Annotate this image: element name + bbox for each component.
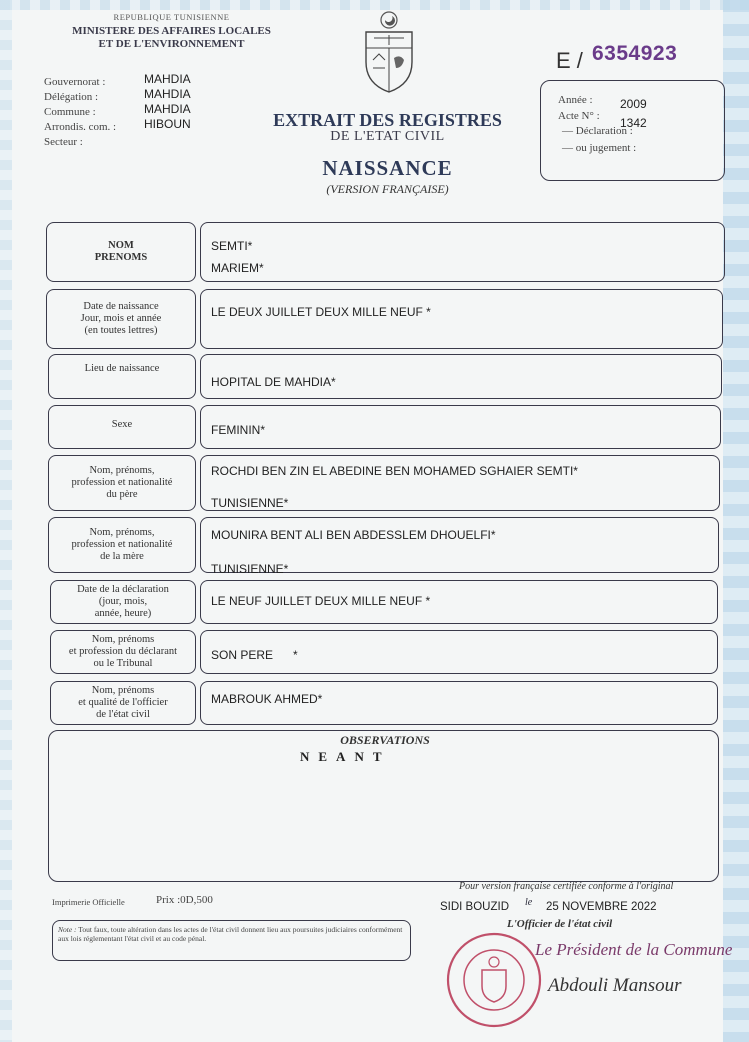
pere-sublabel: profession et nationalité bbox=[71, 477, 173, 488]
imprimerie-label: Imprimerie Officielle bbox=[52, 897, 125, 907]
pere-label: Nom, prénoms, bbox=[89, 465, 155, 476]
document-type: NAISSANCE bbox=[322, 156, 453, 180]
signature-title: Le Président de la Commune bbox=[535, 940, 733, 959]
mere-name-value: MOUNIRA BENT ALI BEN ABDESSLEM DHOUELFI* bbox=[211, 528, 496, 542]
mere-sublabel: profession et nationalité bbox=[71, 539, 173, 550]
serial-prefix: E / bbox=[556, 48, 583, 73]
nom-label-box bbox=[46, 222, 196, 282]
acte-number-label: Acte N° : bbox=[558, 110, 600, 122]
legal-note bbox=[58, 925, 403, 943]
place-value: SIDI BOUZID bbox=[440, 901, 510, 913]
ministry-line-2: ET DE L'ENVIRONNEMENT bbox=[98, 38, 245, 50]
acte-number-value: 1342 bbox=[620, 116, 647, 130]
legal-note-label: Note : bbox=[58, 925, 77, 934]
pere-value-box bbox=[200, 455, 720, 511]
legal-note-text: Tout faux, toute altération dans les actes de l'état civil donnent lieu aux poursuites judiciaires conformément aux lois réglementant l'état civil et au code pénal. bbox=[58, 925, 403, 943]
declarant-sublabel: et profession du déclarant bbox=[68, 646, 178, 657]
decorative-border-left bbox=[0, 0, 12, 1042]
prenoms-label: PRENOMS bbox=[94, 252, 148, 263]
admin-row bbox=[44, 72, 224, 87]
document-version: (VERSION FRANÇAISE) bbox=[326, 182, 449, 196]
ministry-line-1: MINISTERE DES AFFAIRES LOCALES bbox=[72, 25, 271, 37]
pere-nationality-value: TUNISIENNE* bbox=[211, 496, 289, 510]
pere-label-box bbox=[48, 455, 196, 511]
mere-value-box bbox=[200, 517, 719, 576]
admin-label: Secteur : bbox=[44, 136, 83, 148]
official-seal-icon bbox=[444, 930, 544, 1030]
date-prefix: le bbox=[525, 897, 533, 908]
mere-label-box bbox=[48, 517, 196, 573]
declaration-date-value: LE NEUF JUILLET DEUX MILLE NEUF * bbox=[211, 594, 431, 608]
sexe-label: Sexe bbox=[111, 419, 133, 430]
officier-sublabel: et qualité de l'officier bbox=[78, 697, 168, 708]
ministry-name bbox=[44, 25, 299, 51]
observations-title: OBSERVATIONS bbox=[340, 733, 430, 747]
sexe-value-box bbox=[200, 405, 721, 449]
sexe-label-box bbox=[48, 405, 196, 449]
annee-label: Année : bbox=[558, 94, 593, 106]
nom-value-box bbox=[200, 222, 725, 282]
officier-label-box bbox=[50, 681, 196, 725]
admin-row bbox=[44, 132, 224, 147]
document-title: EXTRAIT DES REGISTRES bbox=[273, 110, 502, 130]
tunisia-coat-of-arms-icon bbox=[360, 8, 418, 96]
admin-row bbox=[44, 102, 224, 117]
republic-name: REPUBLIQUE TUNISIENNE bbox=[113, 12, 230, 22]
jugement-label: — ou jugement : bbox=[562, 142, 637, 154]
admin-block bbox=[44, 72, 224, 147]
serial-number: 6354923 bbox=[592, 42, 678, 65]
date-naissance-value: LE DEUX JUILLET DEUX MILLE NEUF * bbox=[211, 305, 431, 319]
annee-value: 2009 bbox=[620, 97, 647, 111]
nom-label: NOM bbox=[108, 240, 134, 251]
price-label: Prix :0D,500 bbox=[156, 894, 213, 906]
officier-label: Nom, prénoms bbox=[91, 685, 155, 696]
officier-value: MABROUK AHMED* bbox=[211, 692, 323, 706]
admin-label: Gouvernorat : bbox=[44, 76, 106, 88]
date-naissance-label-box bbox=[46, 289, 196, 349]
declaration-label: — Déclaration : bbox=[562, 125, 633, 137]
officier-value-box bbox=[200, 681, 718, 725]
mere-note: de la mère bbox=[100, 551, 144, 562]
date-naissance-sublabel: Jour, mois et année bbox=[80, 313, 162, 324]
declaration-date-label: Date de la déclaration bbox=[77, 584, 169, 595]
declarant-value-box bbox=[200, 630, 718, 674]
admin-label: Commune : bbox=[44, 106, 96, 118]
nom-value: SEMTI* bbox=[211, 239, 253, 253]
lieu-label-box bbox=[48, 354, 196, 399]
observations-value: NEANT bbox=[300, 749, 391, 764]
lieu-value-box bbox=[200, 354, 722, 399]
admin-value: MAHDIA bbox=[144, 72, 191, 86]
declarant-label: Nom, prénoms bbox=[91, 634, 155, 645]
certification-text: Pour version française certifiée conforme à l'original bbox=[459, 881, 674, 892]
declaration-date-value-box bbox=[200, 580, 718, 624]
date-naissance-note: (en toutes lettres) bbox=[84, 325, 158, 336]
pere-name-value: ROCHDI BEN ZIN EL ABEDINE BEN MOHAMED SGHAIER SEMTI* bbox=[211, 464, 578, 478]
officier-note: de l'état civil bbox=[96, 709, 150, 720]
declaration-date-sublabel: (jour, mois, bbox=[98, 596, 148, 607]
date-naissance-value-box bbox=[200, 289, 723, 349]
admin-label: Délégation : bbox=[44, 91, 99, 103]
declaration-date-label-box bbox=[50, 580, 196, 624]
signature-name: Abdouli Mansour bbox=[548, 975, 682, 996]
issue-date: 25 NOVEMBRE 2022 bbox=[546, 901, 657, 913]
lieu-label: Lieu de naissance bbox=[84, 362, 160, 374]
admin-value: MAHDIA bbox=[144, 102, 191, 116]
sexe-value: FEMININ* bbox=[211, 423, 265, 437]
decorative-border-right bbox=[723, 0, 749, 1042]
admin-value: MAHDIA bbox=[144, 87, 191, 101]
declarant-value: SON PERE * bbox=[211, 648, 298, 662]
officer-title: L'Officier de l'état civil bbox=[507, 918, 613, 930]
date-naissance-label: Date de naissance bbox=[83, 301, 159, 312]
declaration-date-note: année, heure) bbox=[94, 608, 152, 619]
admin-row bbox=[44, 87, 224, 102]
mere-nationality-value: TUNISIENNE* bbox=[211, 562, 289, 576]
admin-value: HIBOUN bbox=[144, 117, 191, 131]
prenoms-value: MARIEM* bbox=[211, 261, 264, 275]
admin-label: Arrondis. com. : bbox=[44, 121, 117, 133]
document-subtitle: DE L'ETAT CIVIL bbox=[330, 129, 445, 144]
admin-row bbox=[44, 117, 224, 132]
declarant-label-box bbox=[50, 630, 196, 674]
lieu-value: HOPITAL DE MAHDIA* bbox=[211, 375, 336, 389]
pere-note: du père bbox=[106, 489, 138, 500]
mere-label: Nom, prénoms, bbox=[89, 527, 155, 538]
declarant-note: ou le Tribunal bbox=[93, 658, 153, 669]
